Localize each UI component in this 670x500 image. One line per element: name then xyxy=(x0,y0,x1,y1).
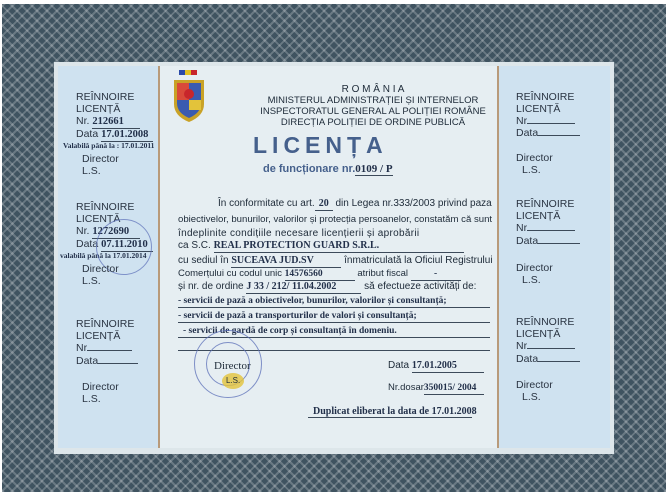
date-label: Data xyxy=(76,128,99,140)
dossier-line xyxy=(388,382,484,395)
nr-blank xyxy=(527,230,575,231)
body-text: În conformitate cu art. xyxy=(218,198,315,209)
seat-suffix: înmatriculată la Oficiul Registrului xyxy=(344,255,493,266)
renewal-left-2-title2: LICENȚĂ xyxy=(76,213,121,225)
activity-2: - servicii de pază a transporturilor de valori și consultanță; xyxy=(178,311,417,321)
renewal-left-1-title2: LICENȚĂ xyxy=(76,103,121,115)
renewal-right-3-title1: REÎNNOIRE xyxy=(516,316,575,328)
renewal-right-3-title2: LICENȚĂ xyxy=(516,328,561,340)
seat-prefix: cu sediul în xyxy=(178,255,229,266)
date-label: Data xyxy=(516,127,539,139)
renewal-left-1-valid: Valabilă până la : 17.01.2011 xyxy=(63,141,155,150)
body-company-line xyxy=(178,240,464,253)
order-prefix: și nr. de ordine xyxy=(178,281,244,292)
renewal-left-3-title2: LICENȚĂ xyxy=(76,330,121,342)
renewal-right-3-date xyxy=(516,353,580,365)
nr-label: Nr xyxy=(516,115,528,127)
date-value: 07.11.2010 xyxy=(101,239,153,252)
nr-label: Nr xyxy=(516,222,528,234)
duplicate-underline xyxy=(308,417,472,418)
nr-label: Nr xyxy=(76,342,88,354)
date-label: Data xyxy=(388,360,410,371)
nr-blank xyxy=(527,123,575,124)
seat-value: SUCEAVA JUD.SV xyxy=(231,255,341,268)
renewal-left-1-nr xyxy=(76,115,140,129)
renewal-right-2-ls: L.S. xyxy=(522,274,541,286)
renewal-right-1-title2: LICENȚĂ xyxy=(516,103,561,115)
renewal-right-3-director: Director xyxy=(516,379,553,391)
company-prefix: ca S.C. xyxy=(178,240,211,251)
date-label: Data xyxy=(76,238,99,250)
header-ministry: MINISTERUL ADMINISTRAȚIEI ȘI INTERNELOR xyxy=(267,95,479,106)
date-blank xyxy=(538,361,580,362)
date-blank xyxy=(98,363,138,364)
nr-blank xyxy=(87,350,132,351)
dossier-number: 350015/ 2004 xyxy=(424,382,484,395)
nr-value: 1272690 xyxy=(92,226,140,239)
renewal-right-1-title1: REÎNNOIRE xyxy=(516,91,575,103)
renewal-right-2-date xyxy=(516,235,580,247)
renewal-left-1-director: Director xyxy=(82,153,119,165)
body-line-3: îndeplinite condițiile necesare licențierii și aprobării xyxy=(178,228,420,239)
date-label: Data xyxy=(76,355,99,367)
renewal-right-2-title1: REÎNNOIRE xyxy=(516,198,575,210)
order-suffix: să efectueze activități de: xyxy=(364,281,477,292)
license-title: LICENȚA xyxy=(253,132,388,158)
renewal-left-3-title1: REÎNNOIRE xyxy=(76,318,135,330)
activity-underline xyxy=(178,322,490,323)
order-value: J 33 / 212/ 11.04.2002 xyxy=(246,281,361,294)
renewal-left-1-ls: L.S. xyxy=(82,165,101,177)
license-subtitle xyxy=(263,163,393,176)
fiscal-label: atribut fiscal xyxy=(357,268,408,279)
issue-date: 17.01.2005 xyxy=(412,360,484,373)
body-order-line xyxy=(178,281,476,294)
renewal-left-2-director: Director xyxy=(82,263,119,275)
dossier-label: Nr.dosar xyxy=(388,382,424,393)
body-line-1 xyxy=(218,198,492,211)
body-cui-line xyxy=(178,268,461,281)
header-direction: DIRECȚIA POLIȚIEI DE ORDINE PUBLICĂ xyxy=(280,117,466,128)
renewal-right-2-director: Director xyxy=(516,262,553,274)
date-value: 17.01.2008 xyxy=(101,129,153,142)
renewal-left-2-valid: valabilă până la 17.01.2014 xyxy=(60,251,147,260)
nr-label: Nr xyxy=(516,340,528,352)
nr-label: Nr. xyxy=(76,225,90,237)
subtitle-label: de funcționare nr. xyxy=(263,163,356,175)
renewal-right-1-director: Director xyxy=(516,152,553,164)
header-inspectorate: INSPECTORATUL GENERAL AL POLIȚIEI ROMÂNE xyxy=(260,106,486,117)
divider-left xyxy=(158,66,160,448)
director-label: Director xyxy=(214,360,251,372)
date-label: Data xyxy=(516,235,539,247)
renewal-right-3-ls: L.S. xyxy=(522,391,541,403)
activity-3: - servicii de gardă de corp și consultanță în domeniu. xyxy=(183,326,397,336)
cui-prefix: Comerțului cu codul unic xyxy=(178,268,283,279)
duplicate-note: Duplicat eliberat la data de 17.01.2008 xyxy=(313,406,477,417)
license-number: 0109 / P xyxy=(355,163,393,175)
renewal-left-2-title1: REÎNNOIRE xyxy=(76,201,135,213)
renewal-right-2-nr xyxy=(516,222,575,234)
activity-1: - servicii de pază a obiectivelor, bunurilor, valorilor și consultanță; xyxy=(178,296,447,306)
body-text: din Legea nr.333/2003 privind paza xyxy=(335,198,492,209)
nr-label: Nr. xyxy=(76,115,90,127)
article-number: 20 xyxy=(315,198,333,211)
renewal-left-3-date xyxy=(76,355,138,367)
renewal-right-3-nr xyxy=(516,340,575,352)
ls-label: L.S. xyxy=(226,376,241,385)
date-blank xyxy=(538,243,580,244)
renewal-right-2-title2: LICENȚĂ xyxy=(516,210,561,222)
cui-value: 14576560 xyxy=(285,268,355,281)
activity-underline xyxy=(178,307,490,308)
issue-date-line xyxy=(388,360,484,373)
renewal-left-1-title1: REÎNNOIRE xyxy=(76,91,135,103)
date-label: Data xyxy=(516,353,539,365)
renewal-right-1-nr xyxy=(516,115,575,127)
renewal-left-1-date xyxy=(76,128,153,142)
renewal-left-3-ls: L.S. xyxy=(82,393,101,405)
renewal-right-1-date xyxy=(516,127,580,139)
renewal-left-3-director: Director xyxy=(82,381,119,393)
company-name: REAL PROTECTION GUARD S.R.L. xyxy=(214,240,464,253)
coat-of-arms-icon xyxy=(170,70,208,124)
body-seat-line xyxy=(178,255,493,268)
fiscal-value: - xyxy=(411,268,461,281)
date-blank xyxy=(538,135,580,136)
renewal-right-1-ls: L.S. xyxy=(522,164,541,176)
body-line-2: obiectivelor, bunurilor, valorilor și protecția persoanelor, constatăm că sunt xyxy=(178,214,493,225)
nr-value: 212661 xyxy=(92,116,140,129)
renewal-left-3-nr xyxy=(76,342,132,354)
header-country: R O M Â N I A xyxy=(341,84,405,95)
nr-blank xyxy=(527,348,575,349)
renewal-left-2-ls: L.S. xyxy=(82,275,101,287)
